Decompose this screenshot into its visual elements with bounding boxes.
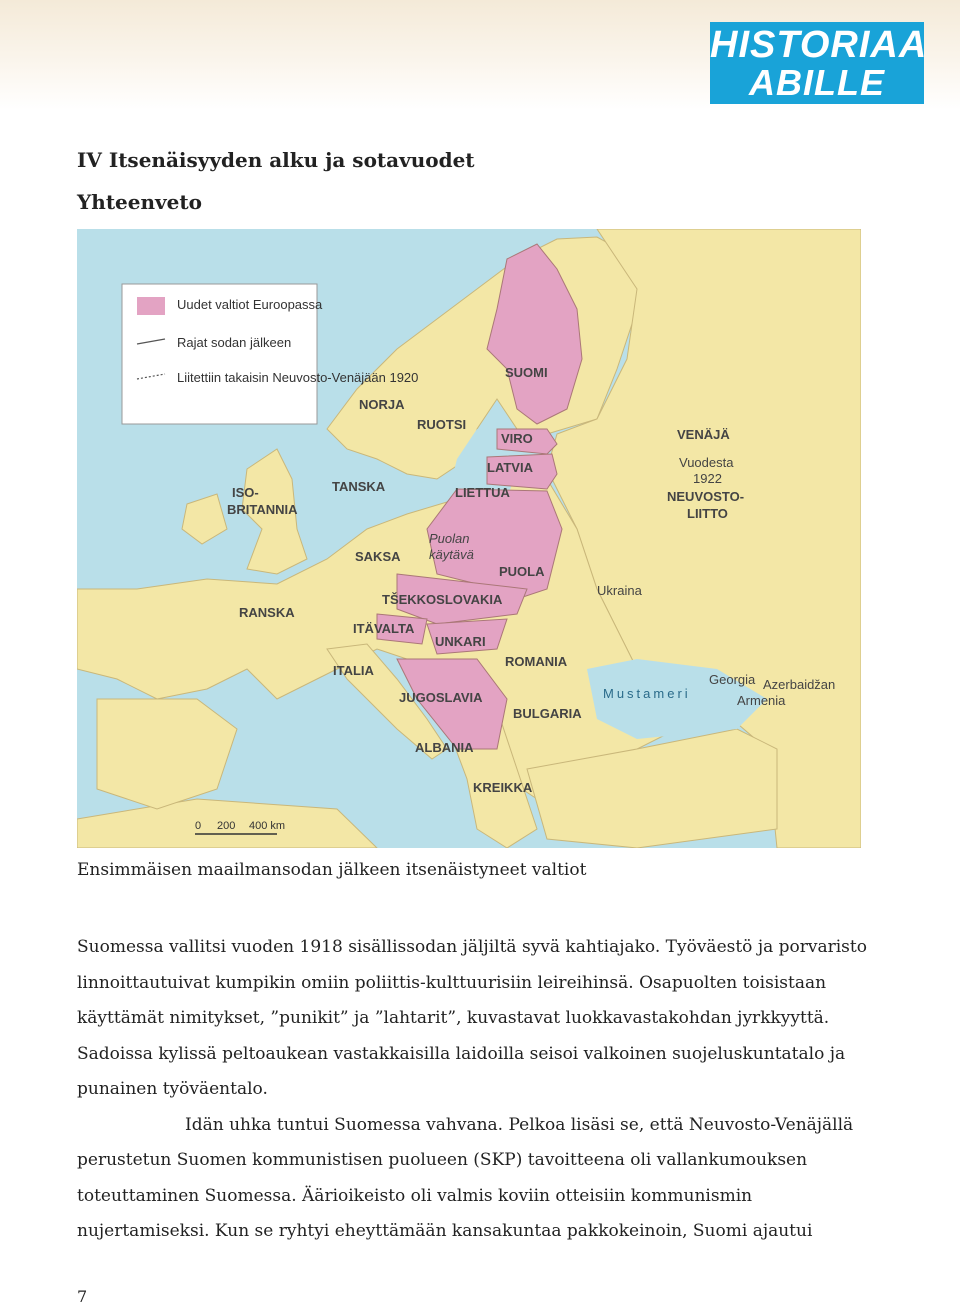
europe-map [77, 229, 861, 848]
scale-200: 200 [217, 820, 236, 832]
label-ukraina: Ukraina [597, 583, 642, 598]
legend-borders: Rajat sodan jälkeen [177, 335, 292, 350]
label-romania: ROMANIA [505, 654, 568, 669]
logo-line-1: HISTORIAA [710, 24, 928, 66]
label-latvia: LATVIA [487, 460, 533, 475]
chapter-title: IV Itsenäisyyden alku ja sotavuodet [77, 148, 475, 172]
label-suomi: SUOMI [505, 365, 548, 380]
paragraph-2: Idän uhka tuntui Suomessa vahvana. Pelkoa lisäsi se, että Neuvosto-Venäjällä perustetun Suomen kommunistisen puolueen (SKP) tavoitteena oli vallankumouksen toteuttaminen Suomessa. Äärioikeisto oli valmis koviin otteisiin kommunismin nujertamiseksi. Kun se ryhtyi eheyttämään kansakuntaa pakkokeinoin, Suomi ajautui [77, 1114, 854, 1241]
label-liettua: LIETTUA [455, 485, 510, 500]
label-puolan: Puolan [429, 531, 470, 546]
label-bulgaria: BULGARIA [513, 706, 582, 721]
label-jugoslavia: JUGOSLAVIA [399, 690, 483, 705]
scale-0: 0 [195, 820, 202, 832]
label-venaja: VENÄJÄ [677, 427, 730, 442]
label-britannia: BRITANNIA [227, 502, 298, 517]
label-mustameri: Mustameri [603, 686, 691, 701]
label-albania: ALBANIA [415, 740, 474, 755]
logo-line-2: ABILLE [749, 62, 885, 103]
label-ruotsi: RUOTSI [417, 417, 467, 432]
label-itavalta: ITÄVALTA [353, 621, 415, 636]
label-tanska: TANSKA [332, 479, 386, 494]
label-kreikka: KREIKKA [473, 780, 533, 795]
legend-new-states: Uudet valtiot Euroopassa [177, 297, 323, 312]
label-italia: ITALIA [333, 663, 374, 678]
historiaa-abille-logo [710, 22, 928, 104]
label-unkari: UNKARI [435, 634, 486, 649]
label-liitto: LIITTO [687, 506, 728, 521]
label-armenia: Armenia [737, 693, 786, 708]
label-vuodesta: Vuodesta [679, 455, 734, 470]
label-iso: ISO- [232, 485, 259, 500]
body-text [77, 930, 877, 1250]
label-viro: VIRO [501, 431, 533, 446]
paragraph-1: Suomessa vallitsi vuoden 1918 sisällissodan jäljiltä syvä kahtiajako. Työväestö ja porvaristo linnoittautuivat kumpikin omiin poliittis-kulttuurisiin leireihinsä. Osapuolten toisistaan käyttämät nimitykset, ”punikit” ja ”lahtarit”, kuvastavat luokkavastakohdan jyrkkyyttä. Sadoissa kylissä peltoaukean vastakkaisilla laidoilla seisoi valkoinen suojeluskuntatalo ja punainen työväentalo. [77, 937, 867, 1099]
label-1922: 1922 [693, 471, 722, 486]
label-azerbaidzan: Azerbaidžan [763, 677, 836, 692]
scale-400km: 400 km [249, 820, 286, 832]
legend-annexed: Liitettiin takaisin Neuvosto-Venäjään 1920 [177, 370, 419, 385]
legend-swatch-new [137, 297, 165, 315]
label-ranska: RANSKA [239, 605, 295, 620]
label-kaytava: käytävä [429, 547, 474, 562]
label-tsekko: TŠEKKOSLOVAKIA [382, 592, 503, 607]
label-norja: NORJA [359, 397, 405, 412]
section-subtitle: Yhteenveto [77, 190, 202, 214]
label-saksa: SAKSA [355, 549, 401, 564]
label-puola: PUOLA [499, 564, 545, 579]
map-caption: Ensimmäisen maailmansodan jälkeen itsenäistyneet valtiot [77, 860, 587, 880]
label-neuvosto: NEUVOSTO- [667, 489, 745, 504]
page-number: 7 [77, 1287, 88, 1306]
label-georgia: Georgia [709, 672, 756, 687]
